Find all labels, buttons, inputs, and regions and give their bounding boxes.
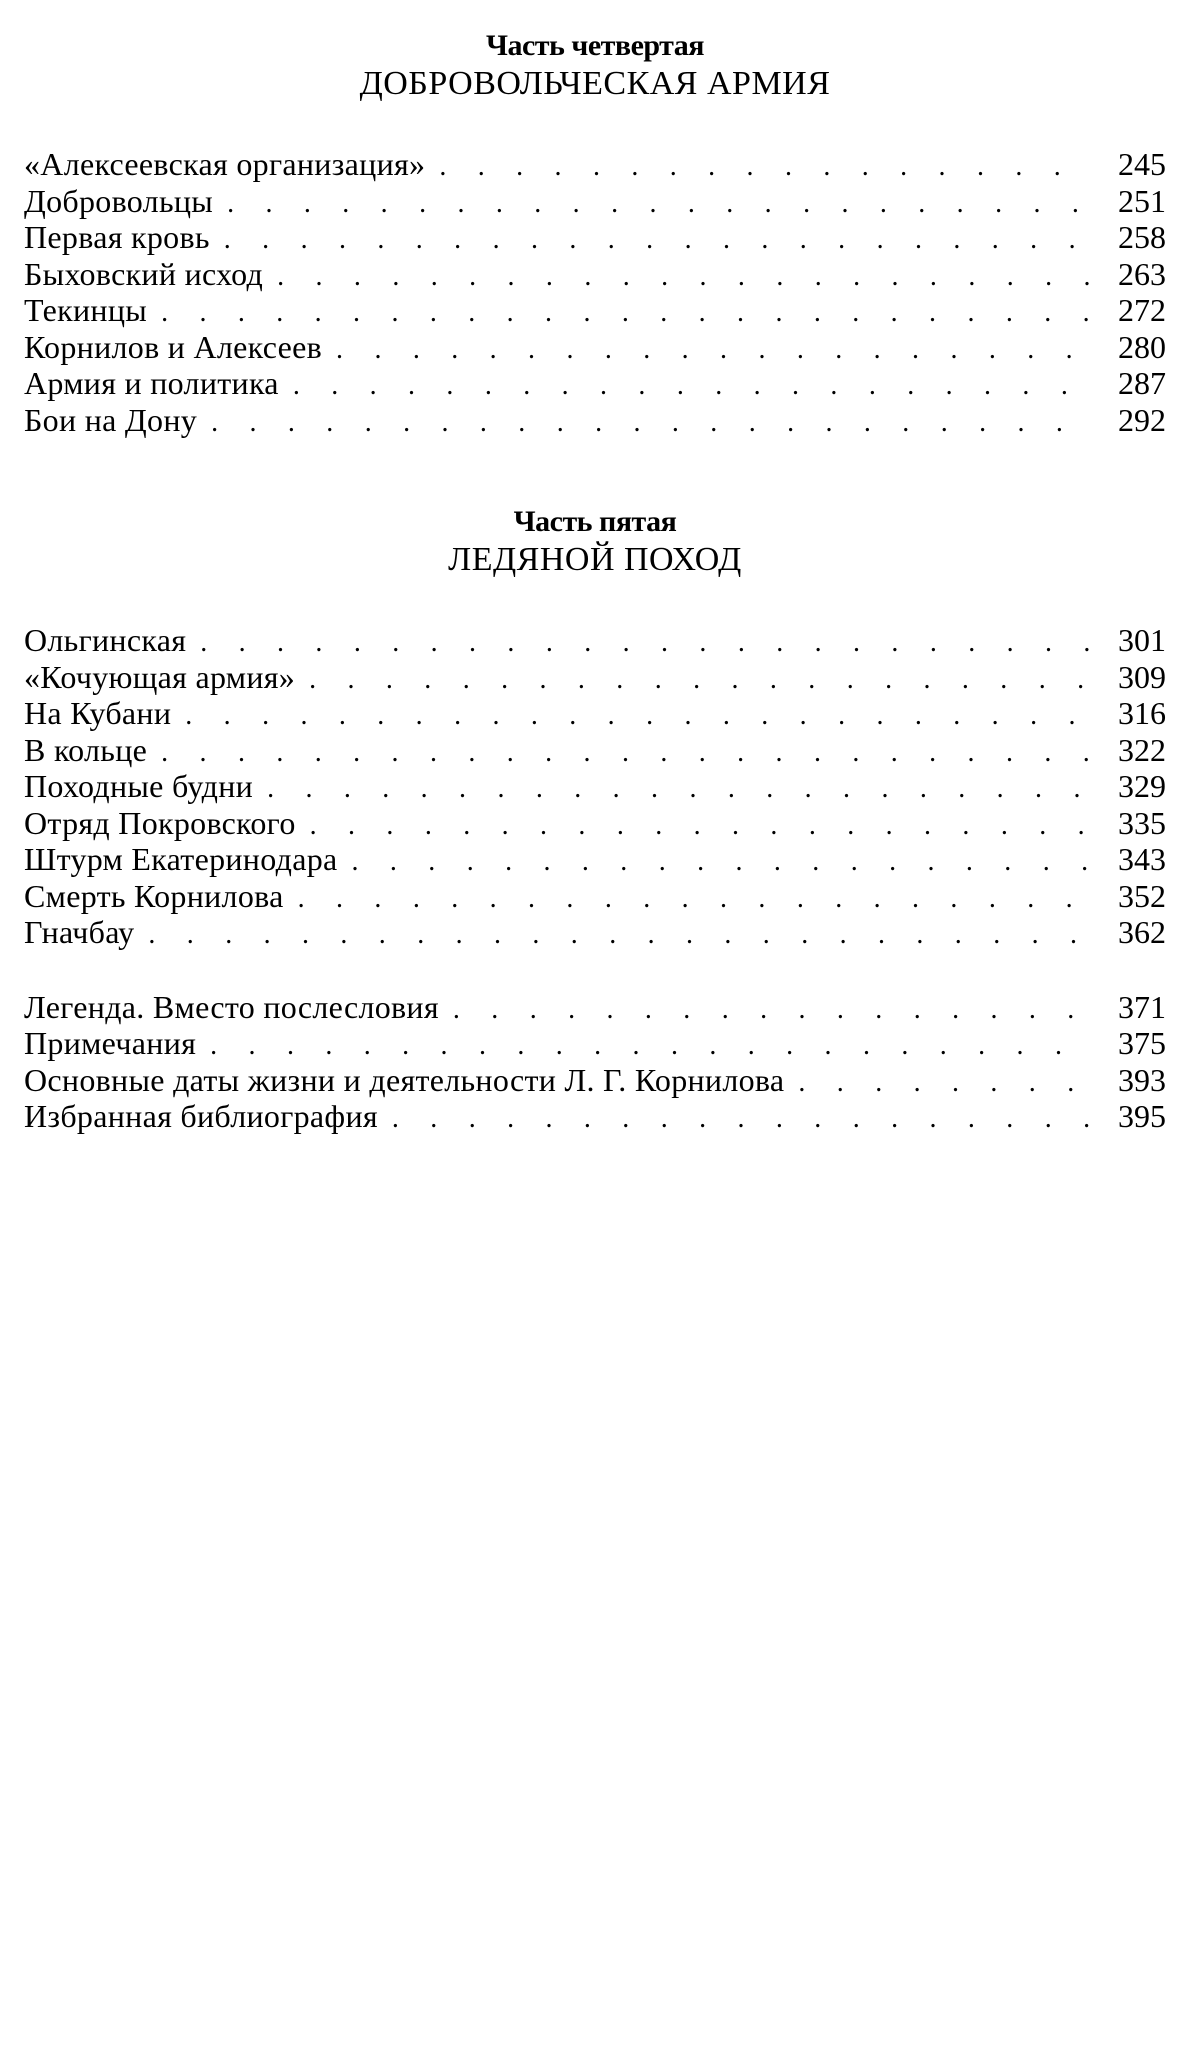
dot-leader [310, 808, 1092, 845]
dot-leader [453, 992, 1092, 1029]
toc-entry-title: «Кочующая армия» [24, 658, 296, 695]
toc-entry-page-number: 395 [1118, 1098, 1166, 1134]
toc-entry-page-number: 329 [1118, 768, 1166, 804]
toc-entry-page-number: 258 [1118, 219, 1166, 255]
toc-entry [24, 878, 1166, 915]
toc-entry-page-number: 251 [1118, 182, 1166, 219]
toc-entry-title: Армия и политика [24, 365, 279, 401]
toc-entry-title: Отряд Покровского [24, 804, 296, 841]
toc-entry-page-number: 375 [1118, 1025, 1166, 1061]
toc-entry-title: Бои на Дону [24, 401, 198, 438]
part-five-entries [24, 622, 1166, 951]
toc-entry-page-number: 335 [1118, 804, 1166, 841]
toc-entry-title: Гначбау [24, 914, 135, 950]
part-five-title: ЛЕДЯНОЙ ПОХОД [448, 541, 742, 578]
dot-leader [392, 1101, 1092, 1138]
toc-entry-page-number: 287 [1118, 365, 1166, 401]
table-of-contents-page [24, 28, 1166, 1135]
toc-entry [24, 329, 1166, 366]
toc-entry [24, 695, 1166, 732]
toc-entry-page-number: 343 [1118, 841, 1166, 877]
toc-entry [24, 989, 1166, 1026]
toc-entry-title: Легенда. Вместо послесловия [24, 988, 439, 1025]
toc-entry-page-number: 292 [1118, 401, 1166, 438]
part-four-header [24, 28, 1166, 104]
toc-entry [24, 1098, 1166, 1135]
toc-entry [24, 732, 1166, 769]
dot-leader [293, 368, 1092, 405]
toc-entry-page-number: 352 [1118, 877, 1166, 914]
toc-entry [24, 256, 1166, 293]
toc-entry-page-number: 263 [1118, 255, 1166, 292]
dot-leader [227, 186, 1092, 223]
part-five-header [24, 504, 1166, 580]
toc-entry-title: В кольце [24, 731, 148, 768]
dot-leader [336, 332, 1092, 369]
dot-leader [352, 844, 1093, 881]
toc-entry [24, 292, 1166, 329]
toc-entry-page-number: 362 [1118, 914, 1166, 950]
dot-leader [200, 625, 1092, 662]
toc-entry-title: Примечания [24, 1025, 197, 1061]
toc-entry-title: Основные даты жизни и деятельности Л. Г. Корнилова [24, 1061, 785, 1098]
toc-entry [24, 768, 1166, 805]
toc-entry [24, 622, 1166, 659]
toc-entry [24, 1025, 1166, 1062]
toc-entry [24, 146, 1166, 183]
toc-entry [24, 659, 1166, 696]
dot-leader [798, 1065, 1092, 1102]
dot-leader [161, 295, 1092, 332]
toc-entry-title: Добровольцы [24, 182, 214, 219]
dot-leader [224, 222, 1092, 259]
toc-entry-title: На Кубани [24, 695, 172, 731]
toc-entry-page-number: 245 [1118, 146, 1166, 182]
toc-entry-title: Корнилов и Алексеев [24, 328, 323, 365]
part-four-entries [24, 146, 1166, 438]
toc-entry [24, 1062, 1166, 1099]
toc-entry-page-number: 309 [1118, 658, 1166, 695]
toc-entry [24, 365, 1166, 402]
toc-entry [24, 841, 1166, 878]
toc-entry-page-number: 371 [1118, 988, 1166, 1025]
dot-leader [161, 735, 1092, 772]
toc-entry [24, 402, 1166, 439]
toc-entry-title: «Алексеевская организация» [24, 146, 426, 182]
toc-entry-title: Смерть Корнилова [24, 877, 284, 914]
toc-entry-page-number: 393 [1118, 1061, 1166, 1098]
dot-leader [298, 881, 1092, 918]
dot-leader [210, 1028, 1092, 1065]
dot-leader [267, 771, 1092, 808]
toc-entry-page-number: 316 [1118, 695, 1166, 731]
toc-entry-page-number: 280 [1118, 328, 1166, 365]
dot-leader [148, 917, 1092, 954]
toc-entry-title: Избранная библиография [24, 1098, 378, 1134]
toc-entry-page-number: 272 [1118, 292, 1166, 328]
part-four-title: ДОБРОВОЛЬЧЕСКАЯ АРМИЯ [359, 65, 831, 102]
back-matter-entries [24, 989, 1166, 1135]
toc-entry-title: Быховский исход [24, 255, 264, 292]
dot-leader [309, 662, 1092, 699]
toc-entry-page-number: 322 [1118, 731, 1166, 768]
toc-entry-title: Текинцы [24, 292, 148, 328]
toc-entry [24, 914, 1166, 951]
toc-entry [24, 219, 1166, 256]
toc-entry-title: Штурм Екатеринодара [24, 841, 338, 877]
toc-entry-page-number: 301 [1118, 622, 1166, 658]
dot-leader [277, 259, 1092, 296]
toc-entry [24, 183, 1166, 220]
part-four-label: Часть четвертая [485, 29, 705, 62]
dot-leader [211, 405, 1092, 442]
toc-entry-title: Походные будни [24, 768, 254, 804]
toc-entry [24, 805, 1166, 842]
toc-entry-title: Первая кровь [24, 219, 210, 255]
dot-leader [439, 149, 1092, 186]
dot-leader [185, 698, 1092, 735]
toc-entry-title: Ольгинская [24, 622, 187, 658]
part-five-label: Часть пятая [513, 505, 677, 538]
